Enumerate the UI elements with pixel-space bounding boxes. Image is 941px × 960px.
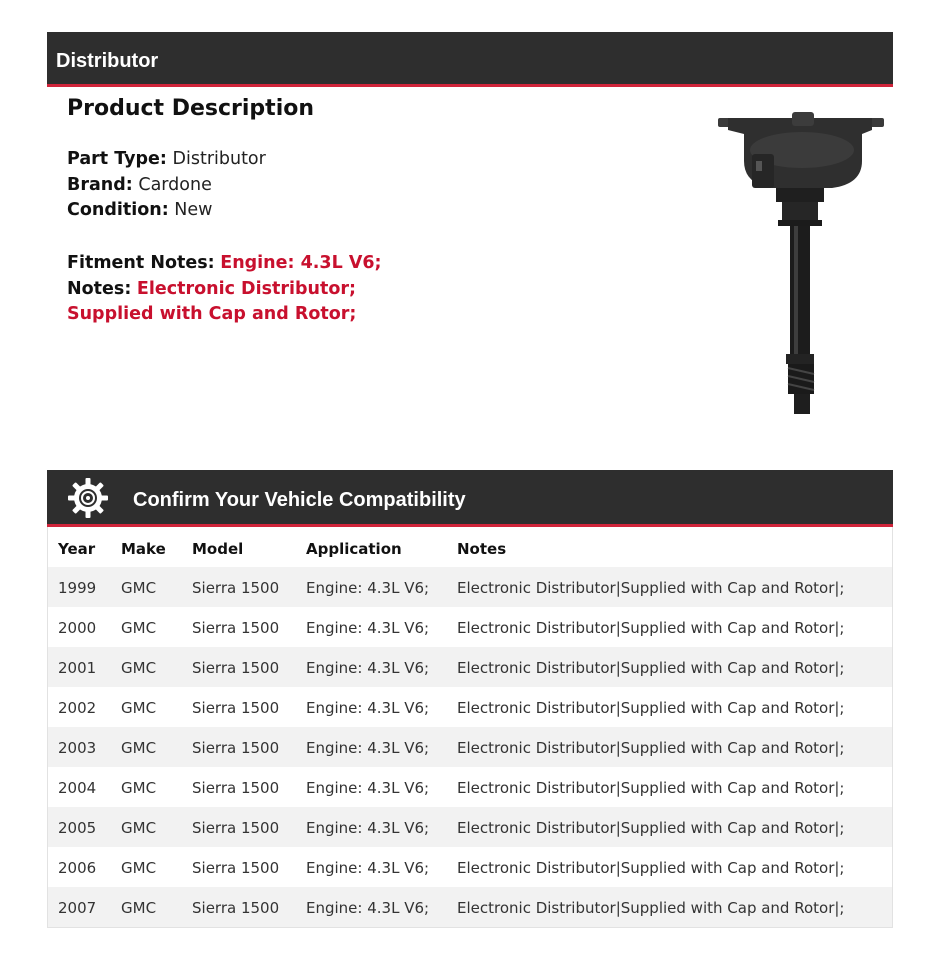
cell-year: 2007: [58, 899, 97, 917]
spec-value: Cardone: [138, 174, 212, 195]
cell-year: 2002: [58, 699, 97, 717]
spec-label: Notes:: [67, 278, 132, 299]
cell-notes: Electronic Distributor|Supplied with Cap and Rotor|;: [457, 859, 845, 877]
cell-application: Engine: 4.3L V6;: [306, 739, 430, 757]
cell-year: 2004: [58, 779, 97, 797]
spec-condition: [67, 198, 266, 224]
cell-application: Engine: 4.3L V6;: [306, 699, 430, 717]
spec-brand: [67, 173, 266, 199]
cell-year: 2000: [58, 619, 97, 637]
cell-application: Engine: 4.3L V6;: [306, 579, 430, 597]
spec-value: Distributor: [172, 149, 266, 169]
cell-make: GMC: [121, 659, 157, 677]
product-description-heading: Product Description: [67, 96, 315, 121]
table-row: [48, 567, 892, 607]
spec-label: Condition:: [67, 200, 169, 221]
spec-notes: [67, 277, 447, 328]
cell-model: Sierra 1500: [192, 699, 280, 717]
cell-year: 2006: [58, 859, 97, 877]
column-header-year: Year: [58, 540, 96, 558]
spec-label: Fitment Notes:: [67, 253, 215, 273]
cell-year: 1999: [58, 579, 97, 597]
cell-make: GMC: [121, 899, 157, 917]
notes-value: Electronic Distributor; Supplied with Cap and Rotor;: [67, 278, 357, 325]
product-description: [67, 96, 487, 121]
table-row: [48, 687, 892, 727]
table-row: [48, 887, 892, 927]
fitment-value: Engine: 4.3L V6;: [220, 253, 382, 273]
column-header-model: Model: [192, 540, 244, 558]
column-header-notes: Notes: [457, 540, 507, 558]
cell-notes: Electronic Distributor|Supplied with Cap and Rotor|;: [457, 659, 845, 677]
spec-value: New: [174, 200, 213, 221]
cell-model: Sierra 1500: [192, 579, 280, 597]
cell-notes: Electronic Distributor|Supplied with Cap and Rotor|;: [457, 699, 845, 717]
column-header-make: Make: [121, 540, 166, 558]
cell-make: GMC: [121, 579, 157, 597]
cell-model: Sierra 1500: [192, 779, 280, 797]
table-row: [48, 847, 892, 887]
spec-part-type: [67, 147, 266, 173]
compatibility-header: [47, 470, 893, 527]
cell-model: Sierra 1500: [192, 899, 280, 917]
gear-car-icon: [67, 477, 109, 519]
cell-year: 2003: [58, 739, 97, 757]
cell-make: GMC: [121, 619, 157, 637]
section-header-distributor: [47, 32, 893, 87]
spec-list: [67, 147, 266, 224]
cell-make: GMC: [121, 819, 157, 837]
cell-year: 2005: [58, 819, 97, 837]
cell-make: GMC: [121, 779, 157, 797]
cell-application: Engine: 4.3L V6;: [306, 859, 430, 877]
column-header-application: Application: [306, 540, 402, 558]
table-row: [48, 607, 892, 647]
compatibility-table: [47, 527, 893, 928]
cell-model: Sierra 1500: [192, 659, 280, 677]
section-title: Distributor: [56, 50, 159, 72]
table-row: [48, 807, 892, 847]
cell-make: GMC: [121, 859, 157, 877]
cell-notes: Electronic Distributor|Supplied with Cap and Rotor|;: [457, 619, 845, 637]
cell-application: Engine: 4.3L V6;: [306, 779, 430, 797]
cell-application: Engine: 4.3L V6;: [306, 619, 430, 637]
cell-application: Engine: 4.3L V6;: [306, 659, 430, 677]
table-row: [48, 727, 892, 767]
fitment-notes: [67, 251, 447, 328]
table-header-row: [48, 527, 892, 567]
cell-make: GMC: [121, 699, 157, 717]
distributor-image: [712, 106, 888, 422]
compatibility-title: Confirm Your Vehicle Compatibility: [133, 489, 466, 511]
cell-make: GMC: [121, 739, 157, 757]
cell-notes: Electronic Distributor|Supplied with Cap and Rotor|;: [457, 899, 845, 917]
cell-model: Sierra 1500: [192, 739, 280, 757]
cell-model: Sierra 1500: [192, 619, 280, 637]
spec-label: Brand:: [67, 174, 133, 195]
table-row: [48, 767, 892, 807]
cell-notes: Electronic Distributor|Supplied with Cap and Rotor|;: [457, 779, 845, 797]
spec-fitment: [67, 251, 447, 277]
cell-model: Sierra 1500: [192, 819, 280, 837]
table-row: [48, 647, 892, 687]
cell-year: 2001: [58, 659, 97, 677]
cell-notes: Electronic Distributor|Supplied with Cap and Rotor|;: [457, 819, 845, 837]
cell-application: Engine: 4.3L V6;: [306, 899, 430, 917]
spec-label: Part Type:: [67, 149, 167, 169]
cell-application: Engine: 4.3L V6;: [306, 819, 430, 837]
cell-notes: Electronic Distributor|Supplied with Cap and Rotor|;: [457, 579, 845, 597]
cell-notes: Electronic Distributor|Supplied with Cap and Rotor|;: [457, 739, 845, 757]
cell-model: Sierra 1500: [192, 859, 280, 877]
